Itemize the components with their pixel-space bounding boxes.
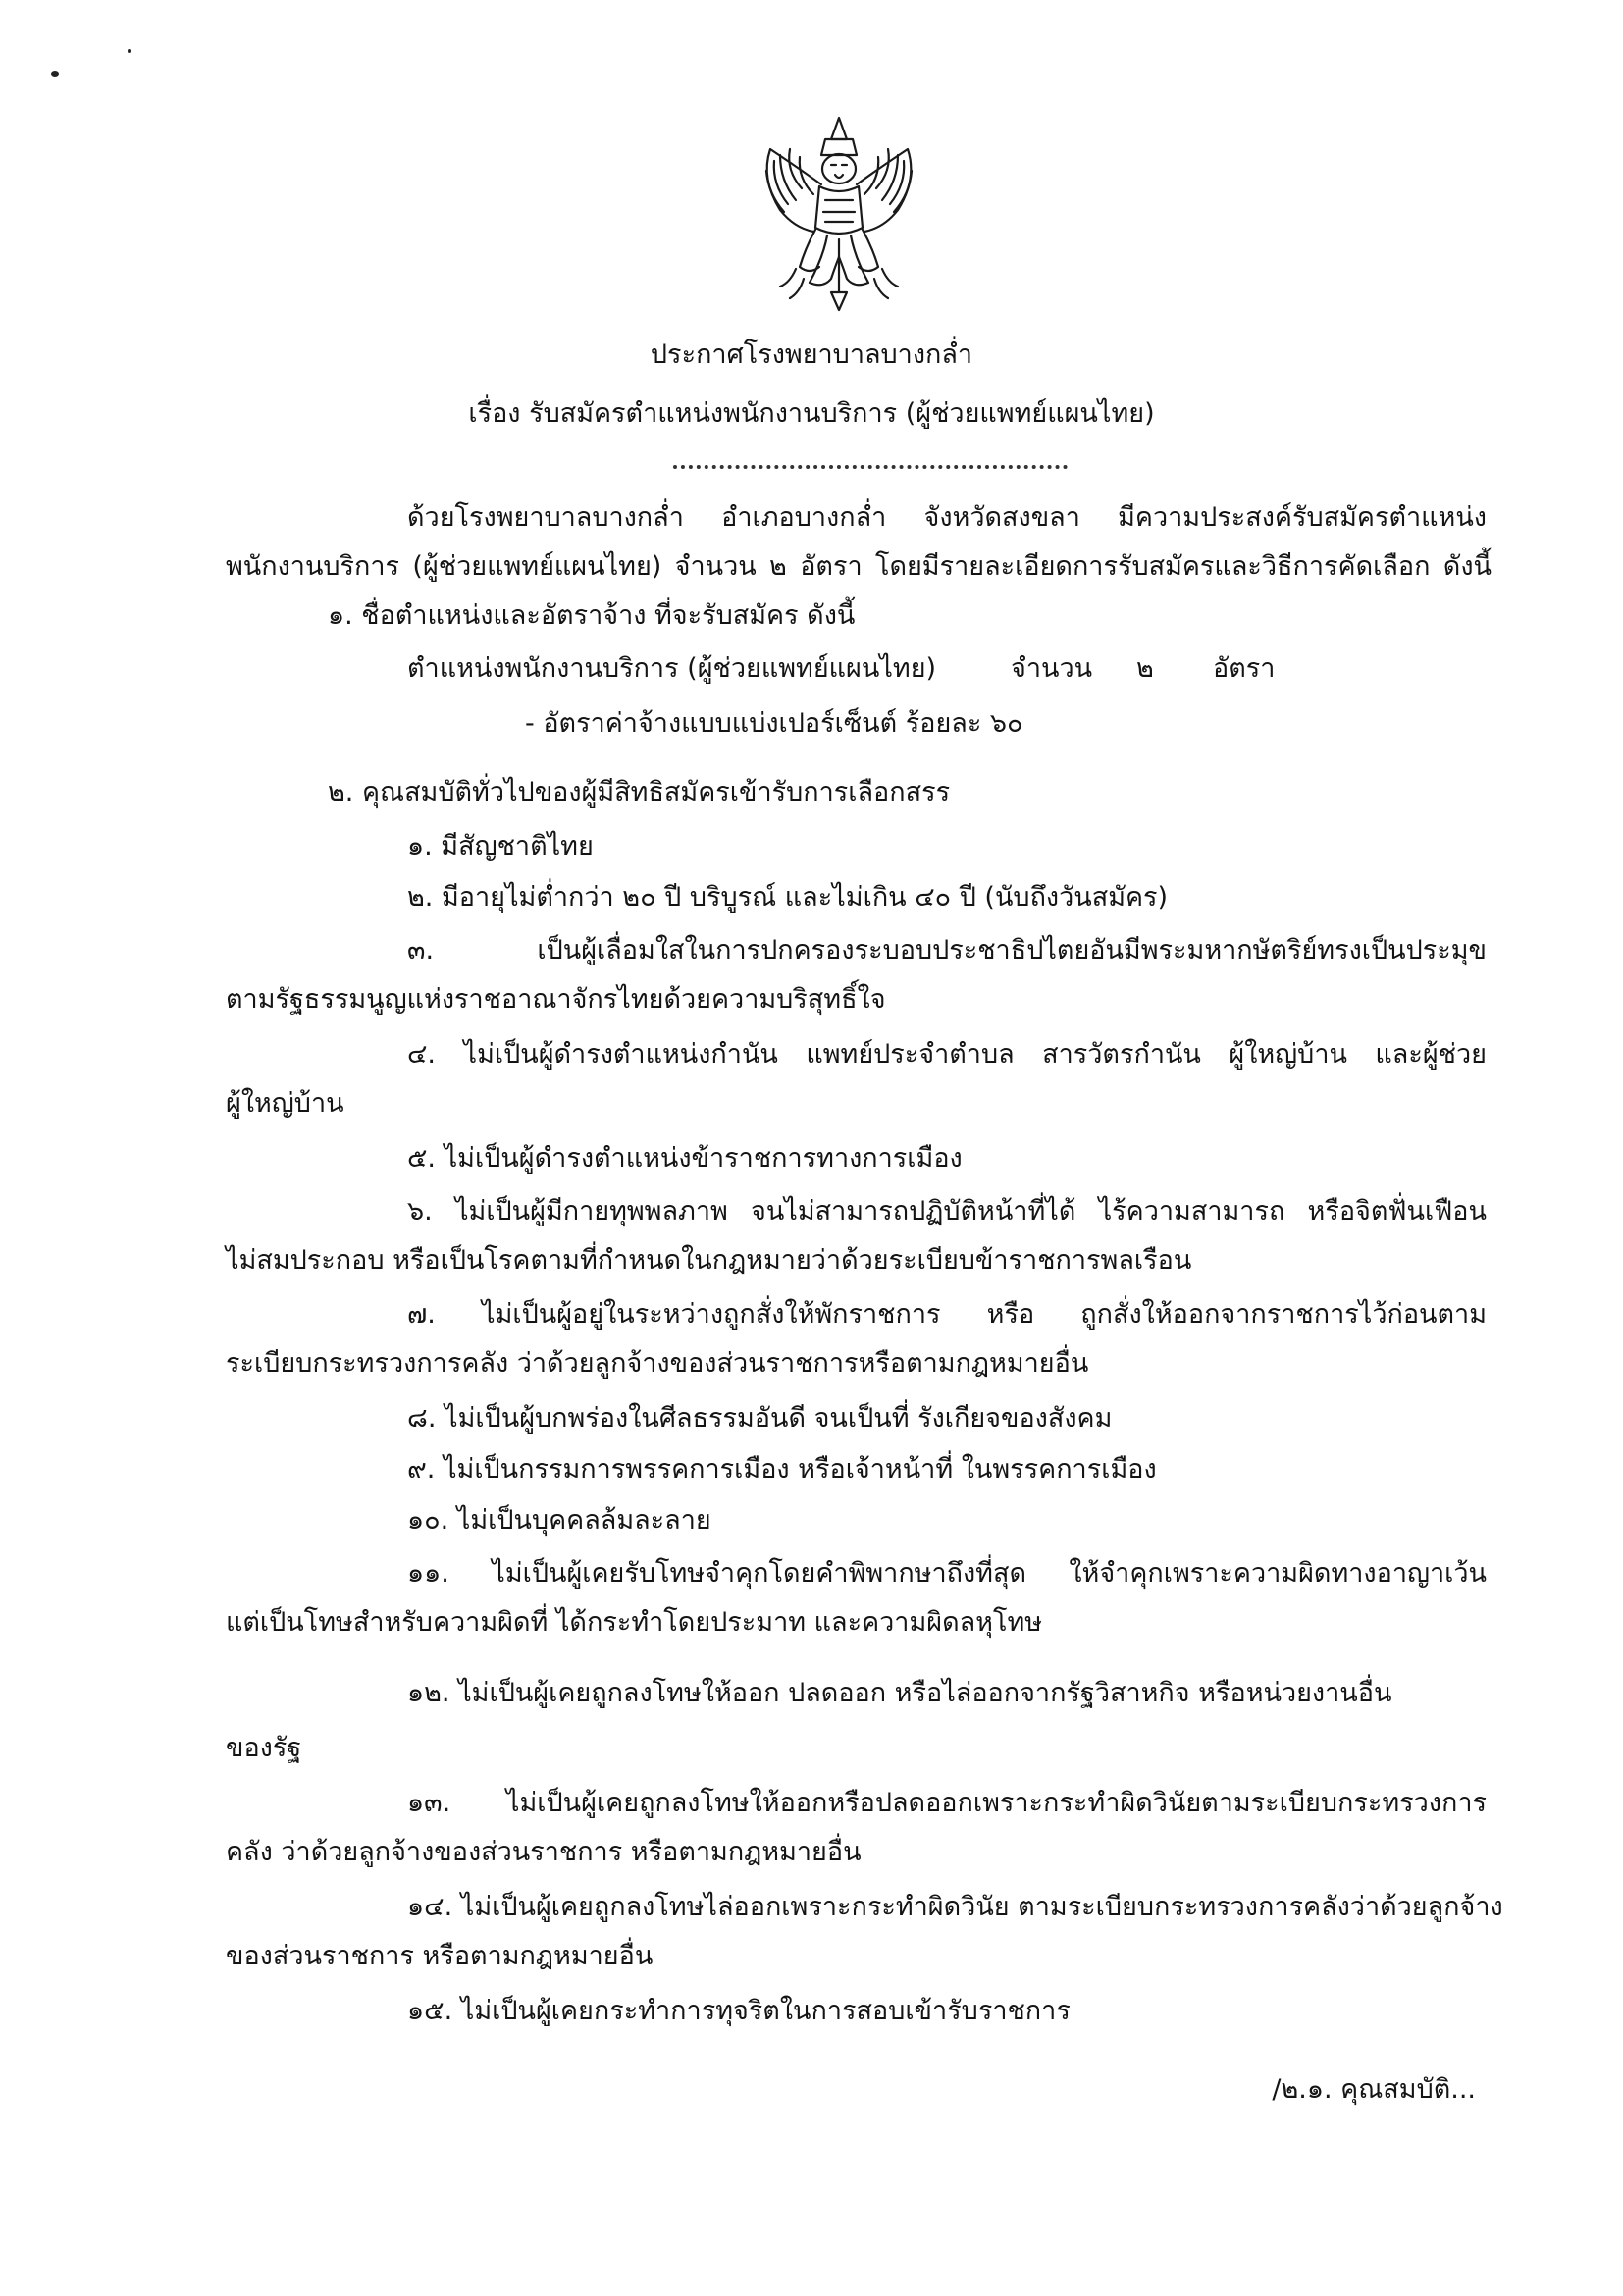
position-name: ตำแหน่งพนักงานบริการ (ผู้ช่วยแพทย์แผนไทย) [407, 653, 937, 684]
qualification-item-continuation: แต่เป็นโทษสำหรับความผิดที่ ได้กระทำโดยประมาท และความผิดลหุโทษ [226, 1607, 1043, 1638]
qualification-item-continuation: คลัง ว่าด้วยลูกจ้างของส่วนราชการ หรือตามกฎหมายอื่น [226, 1837, 862, 1867]
qualification-item: ๙. ไม่เป็นกรรมการพรรคการเมือง หรือเจ้าหน้าที่ ในพรรคการเมือง [407, 1454, 1157, 1485]
qualification-item: ๖. ไม่เป็นผู้มีกายทุพพลภาพ จนไม่สามารถปฏิบัติหน้าที่ได้ ไร้ความสามารถ หรือจิตฟั่นเฟือน [407, 1196, 1487, 1226]
qualification-item-continuation: ไม่สมประกอบ หรือเป็นโรคตามที่กำหนดในกฎหมายว่าด้วยระเบียบข้าราชการพลเรือน [226, 1245, 1192, 1276]
title-divider [673, 465, 1068, 469]
scan-speck [51, 71, 59, 77]
scan-speck [128, 49, 131, 53]
qualification-item: ๕. ไม่เป็นผู้ดำรงตำแหน่งข้าราชการทางการเมือง [407, 1143, 963, 1174]
intro-paragraph-line: ด้วยโรงพยาบาลบางกล่ำ อำเภอบางกล่ำ จังหวัดสงขลา มีความประสงค์รับสมัครตำแหน่ง [407, 502, 1487, 533]
position-count-unit: อัตรา [1213, 653, 1276, 684]
qualification-item-continuation: ผู้ใหญ่บ้าน [226, 1088, 344, 1119]
page-continuation-marker: /๒.๑. คุณสมบัติ... [1272, 2074, 1476, 2105]
qualification-item-continuation: ของส่วนราชการ หรือตามกฎหมายอื่น [226, 1941, 654, 1971]
section-1-heading: ๑. ชื่อตำแหน่งและอัตราจ้าง ที่จะรับสมัคร ดังนี้ [328, 600, 856, 631]
qualification-item: ๑๕. ไม่เป็นผู้เคยกระทำการทุจริตในการสอบเข้ารับราชการ [407, 1996, 1071, 2026]
qualification-item: ๑๒. ไม่เป็นผู้เคยถูกลงโทษให้ออก ปลดออก หรือไล่ออกจากรัฐวิสาหกิจ หรือหน่วยงานอื่น [407, 1678, 1392, 1708]
announcement-subject: เรื่อง รับสมัครตำแหน่งพนักงานบริการ (ผู้ช่วยแพทย์แผนไทย) [468, 398, 1155, 429]
qualification-item: ๑๔. ไม่เป็นผู้เคยถูกลงโทษไล่ออกเพราะกระทำผิดวินัย ตามระเบียบกระทรวงการคลังว่าด้วยลูกจ้าง [407, 1892, 1503, 1922]
qualification-item: ๑๐. ไม่เป็นบุคคลล้มละลาย [407, 1505, 711, 1536]
qualification-item-continuation: ตามรัฐธรรมนูญแห่งราชอาณาจักรไทยด้วยความบริสุทธิ์ใจ [226, 984, 886, 1015]
qualification-item: ๑๓. ไม่เป็นผู้เคยถูกลงโทษให้ออกหรือปลดออกเพราะกระทำผิดวินัยตามระเบียบกระทรวงการ [407, 1788, 1487, 1818]
position-count: ๒ [1136, 653, 1154, 684]
intro-paragraph-line: พนักงานบริการ (ผู้ช่วยแพทย์แผนไทย) จำนวน ๒ อัตรา โดยมีรายละเอียดการรับสมัครและวิธีการคัดเลือก ดังนี้ [226, 551, 1492, 582]
announcement-title: ประกาศโรงพยาบาลบางกล่ำ [650, 339, 973, 370]
qualification-item-continuation: ของรัฐ [226, 1733, 302, 1763]
qualification-item: ๗. ไม่เป็นผู้อยู่ในระหว่างถูกสั่งให้พักราชการ หรือ ถูกสั่งให้ออกจากราชการไว้ก่อนตาม [407, 1299, 1487, 1330]
garuda-emblem-icon [741, 110, 937, 316]
qualification-item-continuation: ระเบียบกระทรวงการคลัง ว่าด้วยลูกจ้างของส่วนราชการหรือตามกฎหมายอื่น [226, 1348, 1089, 1379]
qualification-item: ๒. มีอายุไม่ต่ำกว่า ๒๐ ปี บริบูรณ์ และไม่เกิน ๔๐ ปี (นับถึงวันสมัคร) [407, 882, 1169, 913]
qualification-item: ๓. เป็นผู้เลื่อมใสในการปกครองระบอบประชาธิปไตยอันมีพระมหากษัตริย์ทรงเป็นประมุข [407, 935, 1487, 965]
qualification-item: ๘. ไม่เป็นผู้บกพร่องในศีลธรรมอันดี จนเป็นที่ รังเกียจของสังคม [407, 1403, 1113, 1434]
qualification-item: ๑. มีสัญชาติไทย [407, 831, 594, 861]
section-2-heading: ๒. คุณสมบัติทั่วไปของผู้มีสิทธิสมัครเข้ารับการเลือกสรร [328, 777, 951, 808]
wage-rate: - อัตราค่าจ้างแบบแบ่งเปอร์เซ็นต์ ร้อยละ ๖๐ [525, 708, 1023, 739]
position-count-label: จำนวน [1011, 653, 1093, 684]
qualification-item: ๔. ไม่เป็นผู้ดำรงตำแหน่งกำนัน แพทย์ประจำตำบล สารวัตรกำนัน ผู้ใหญ่บ้าน และผู้ช่วย [407, 1039, 1487, 1070]
qualification-item: ๑๑. ไม่เป็นผู้เคยรับโทษจำคุกโดยคำพิพากษาถึงที่สุด ให้จำคุกเพราะความผิดทางอาญาเว้น [407, 1558, 1487, 1589]
